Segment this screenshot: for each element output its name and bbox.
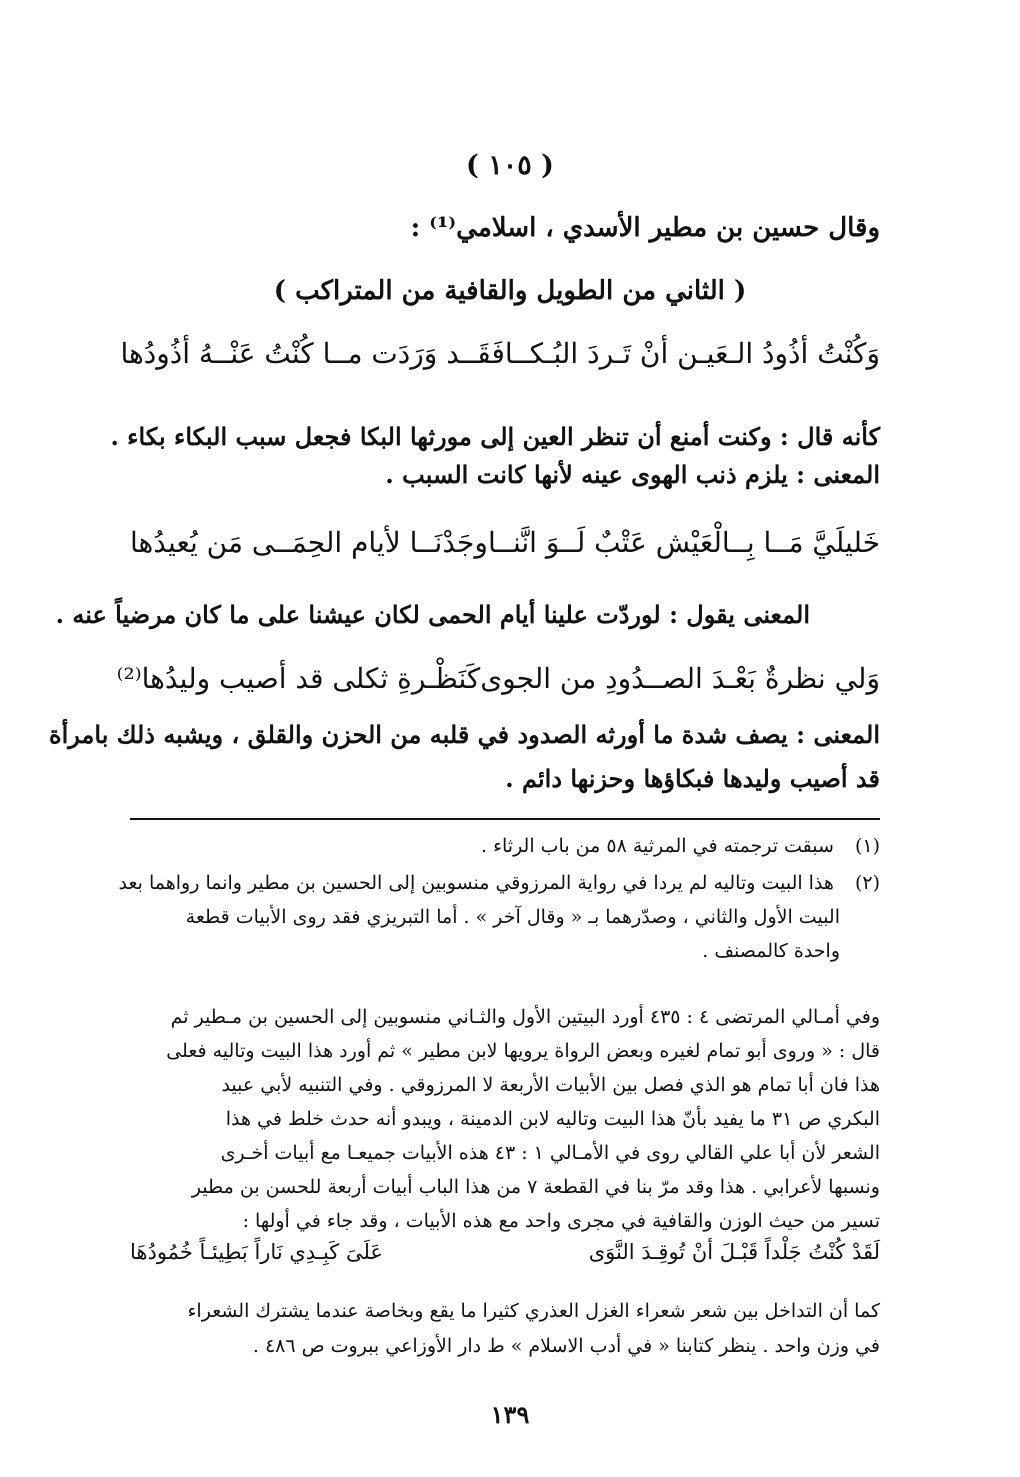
verse-1-first-hemistich: وَكُنْتُ أذُودُ الـعَيـن أنْ تَـردَ البُـكــا [504,337,880,370]
footnote-para-line-3: هذا فان أبا تمام هو الذي فصل بين الأبيات الأربعة لا المرزوقي . وفي التنبيه لأبي عبيد [221,1074,880,1096]
footnote-para-line-4: البكري ص ٣١ ما يفيد بأنّ هذا البيت وتاليه لابن الدمينة ، ويبدو أنه حدث خلط في هذا [225,1108,880,1130]
verse-1-second-hemistich: فَقَــد وَرَدَت مــا كُنْتُ عَنْــهُ أذُودُها [120,337,505,370]
footnote-2-line-3: واحدة كالمصنف . [702,940,840,962]
footnote-para-line-6: ونسبها لأعرابي . هذا وقد مرّ بنا في القطعة ٧ من هذا الباب أبيات أربعة للحسن بن مطير [191,1176,880,1198]
verse-1 [120,337,880,370]
footnote-after-line-2: في وزن واحد . ينظر كتابنا « في أدب الاسلام » ط دار الأوزاعي ببروت ص ٤٨٦ . [252,1335,880,1357]
verse-3-first-hemistich: وَلي نظرةٌ بَعْـدَ الصــدُودِ من الجوى [480,662,880,695]
footnote-verse-first-hemistich: لَقَدْ كُنْتُ جَلْداً قَبْـلَ أنْ تُوقِـدَ النَّوَى [588,1240,880,1264]
footnote-separator [130,818,880,820]
page-number: ١٣٩ [490,1400,530,1429]
footnote-para-line-7: تسير من حيث الوزن والقافية في مجرى واحد مع هذه الأبيات ، وقد جاء في أولها : [242,1210,880,1232]
verse-3 [116,662,880,695]
comment-1-line-1: كأنه قال : وكنت أمنع أن تنظر العين إلى مورثها البكا فجعل سبب البكاء بكاء . [110,422,880,451]
comment-3-line-1: المعنى : يصف شدة ما أورثه الصدود في قلبه من الحزن والقلق ، ويشبه ذلك بامرأة [49,720,880,749]
footnote-2-text: هذا البيت وتاليه لم يردا في رواية المرزوقي منسوبين إلى الحسين بن مطير وانما رواهما بعد [118,872,834,894]
footnote-1-text: سبقت ترجمته في المرثية ٥٨ من باب الرثاء . [480,835,834,857]
footnote-2-line-1 [118,872,880,894]
footnote-2-number: (٢) [854,872,880,894]
footnote-1-number: (١) [854,835,880,857]
comment-3-line-2: قد أصيب وليدها فبكاؤها وحزنها دائم . [505,764,880,793]
verse-2 [130,526,880,559]
footnote-para-line-1: وفي أمـالي المرتضى ٤ : ٤٣٥ أورد البيتين الأول والثـاني منسوبين إلى الحسين بن مـطير ثم [170,1006,880,1028]
footnote-after-line-1: كما أن التداخل بين شعر شعراء الغزل العذري كثيرا ما يقع وبخاصة عندما يشترك الشعراء [187,1300,880,1322]
footnote-para-line-5: الشعر لأن أبا علي القالي روى في الأمـالي ١ : ٤٣ هذه الأبيات جميعـا مع أبيات أخـرى [220,1142,880,1164]
footnote-para-line-2: قال : « وروى أبو تمام لغيره وبعض الرواة يرويها لابن مطير » ثم أورد هذا البيت وتاليه فعلى [166,1040,880,1062]
poem-number: ( ١٠٥ ) [466,150,554,181]
verse-2-second-hemistich: وجَدْنَــا لأيام الحِمَــى مَن يُعيدُها [130,526,488,559]
verse-2-first-hemistich: خَليلَيَّ مَــا بِــالْعَيْش عَتْبٌ لَــوَ انَّنــا [488,526,880,559]
footnote-1 [130,835,880,857]
comment-1-line-2: المعنى : يلزم ذنب الهوى عينه لأنها كانت السبب . [385,460,880,489]
verse-3-second-hemistich: كَنَظْـرةِ ثكلى قد أصيب وليدُها⁽²⁾ [116,662,481,695]
footnote-verse-second-hemistich: عَلَىَ كَبِـدِي نَاراً بَطِيئـاً خُمُودُهَا [130,1240,383,1264]
meter-line: ( الثاني من الطويل والقافية من المتراكب ) [273,276,747,306]
intro-line: وقال حسين بن مطير الأسدي ، اسلامي⁽¹⁾ : [410,213,880,243]
footnote-verse [130,1240,880,1264]
comment-2: المعنى يقول : لوردّت علينا أيام الحمى لكان عيشنا على ما كان مرضياً عنه . [55,600,810,629]
footnote-2-line-2: البيت الأول والثاني ، وصدّرهما بـ « وقال آخر » . أما التبريزي فقد روى الأبيات قطعة [185,906,840,928]
